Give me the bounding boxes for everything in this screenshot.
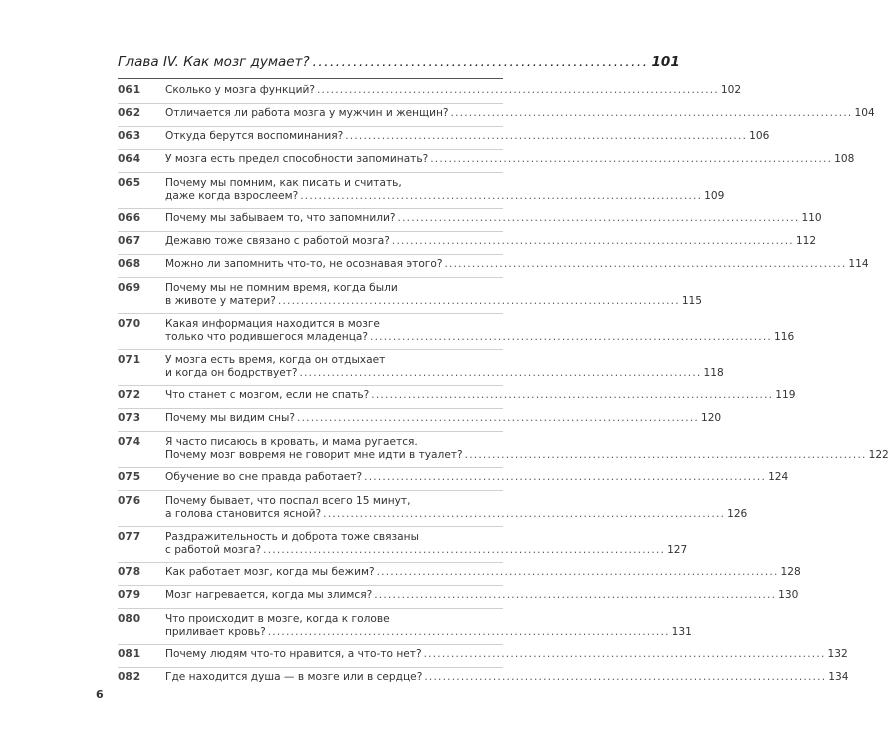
entry-number: 062 <box>118 107 141 119</box>
entry-line <box>165 130 769 143</box>
entry-title: Почему бывает, что поспал всего 15 минут, <box>165 495 411 507</box>
chapter-title: Глава IV. Как мозг думает? <box>118 54 310 70</box>
entry-body <box>165 282 702 313</box>
leader-dots: ........................................................................................ <box>423 648 826 660</box>
entry-title: Раздражительность и доброта тоже связаны <box>165 531 419 543</box>
entry-body <box>165 235 816 254</box>
entry-title: в животе у матери? <box>165 295 276 307</box>
entry-title: У мозга есть время, когда он отдыхает <box>165 354 386 366</box>
leader-dots: .......................................................... <box>312 54 649 70</box>
entry-number: 063 <box>118 130 141 142</box>
toc-entry[interactable] <box>118 563 801 586</box>
entry-number: 079 <box>118 589 141 601</box>
entry-title: Какая информация находится в мозге <box>165 318 380 330</box>
entry-number: 061 <box>118 84 141 96</box>
entry-line <box>165 531 687 544</box>
toc-entry[interactable] <box>118 173 725 209</box>
entry-body <box>165 471 788 490</box>
leader-dots: ........................................................................................ <box>300 190 703 202</box>
entry-line <box>165 389 795 402</box>
toc-entry[interactable] <box>118 350 724 386</box>
entry-number: 077 <box>118 531 141 543</box>
entry-body <box>165 531 687 562</box>
toc-entry[interactable] <box>118 127 770 150</box>
leader-dots: ........................................................................................ <box>297 412 699 424</box>
leader-dots: ........................................................................................ <box>464 449 867 461</box>
entry-body <box>165 258 869 277</box>
entry-title: а голова становится ясной? <box>165 508 322 520</box>
entry-page: 120 <box>700 412 722 424</box>
entry-title: Почему мы забываем то, что запомнили? <box>165 212 396 224</box>
toc-entry[interactable] <box>118 527 688 563</box>
entry-line <box>165 367 724 380</box>
leader-dots: ........................................................................................ <box>374 589 777 601</box>
entry-title: Почему мозг вовремя не говорит мне идти в туалет? <box>165 449 463 461</box>
entry-title: Где находится душа — в мозге или в сердце? <box>165 671 423 683</box>
leader-dots: ........................................................................................ <box>345 130 748 142</box>
leader-dots: ........................................................................................ <box>376 566 779 578</box>
entry-line <box>165 449 889 462</box>
entry-line <box>165 589 798 602</box>
leader-dots: ........................................................................................ <box>370 331 772 343</box>
toc-entry[interactable] <box>118 645 848 668</box>
toc-entry[interactable] <box>118 81 742 104</box>
entry-number: 066 <box>118 212 141 224</box>
toc-entry[interactable] <box>118 255 869 278</box>
entry-body <box>165 318 794 349</box>
leader-dots: ........................................................................................ <box>277 295 680 307</box>
entry-title: только что родившегося младенца? <box>165 331 369 343</box>
entry-page: 102 <box>720 84 742 96</box>
entry-page: 134 <box>828 671 849 683</box>
toc-entry[interactable] <box>118 104 875 127</box>
entry-page: 130 <box>778 589 799 601</box>
entry-body <box>165 130 769 149</box>
leader-dots: ........................................................................................ <box>263 544 666 556</box>
entry-number: 072 <box>118 389 141 401</box>
entry-line <box>165 177 724 190</box>
entry-page: 126 <box>727 508 748 520</box>
entry-body <box>165 589 798 608</box>
entry-line <box>165 212 822 225</box>
entry-title: Почему мы помним, как писать и считать, <box>165 177 402 189</box>
entry-body <box>165 566 801 585</box>
leader-dots: ........................................................................................ <box>299 367 702 379</box>
leader-dots: ........................................................................................ <box>424 671 827 683</box>
toc-entry[interactable] <box>118 491 748 527</box>
leader-dots: ........................................................................................ <box>364 471 767 483</box>
entry-body <box>165 212 822 231</box>
toc-entry[interactable] <box>118 278 703 314</box>
entry-line <box>165 258 869 271</box>
toc-list <box>118 81 889 690</box>
entry-page: 116 <box>773 331 795 343</box>
entry-number: 073 <box>118 412 141 424</box>
entry-line <box>165 613 692 626</box>
page-number: 6 <box>96 688 104 701</box>
entry-title: Можно ли запомнить что-то, не осознавая этого? <box>165 258 443 270</box>
entry-line <box>165 471 788 484</box>
entry-page: 115 <box>681 295 703 307</box>
entry-title: Почему мы не помним время, когда были <box>165 282 398 294</box>
leader-dots: ........................................................................................ <box>397 212 800 224</box>
entry-line <box>165 331 794 344</box>
entry-line <box>165 235 816 248</box>
entry-body <box>165 354 724 385</box>
entry-number: 067 <box>118 235 141 247</box>
entry-number: 069 <box>118 282 141 294</box>
entry-page: 127 <box>667 544 688 556</box>
entry-page: 104 <box>854 107 875 119</box>
entry-page: 118 <box>703 367 724 379</box>
entry-title: Почему людям что-то нравится, а что-то нет? <box>165 648 422 660</box>
entry-number: 075 <box>118 471 141 483</box>
leader-dots: ........................................................................................ <box>430 153 833 165</box>
entry-number: 078 <box>118 566 141 578</box>
entry-body <box>165 107 875 126</box>
entry-title: Сколько у мозга функций? <box>165 84 315 96</box>
toc-entry[interactable] <box>118 586 799 609</box>
entry-line <box>165 544 687 557</box>
entry-title: Обучение во сне правда работает? <box>165 471 363 483</box>
entry-page: 128 <box>780 566 801 578</box>
entry-line <box>165 495 747 508</box>
toc-entry[interactable] <box>118 432 889 468</box>
entry-body <box>165 671 849 690</box>
entry-body <box>165 84 741 103</box>
entry-title: даже когда взрослеем? <box>165 190 299 202</box>
entry-line <box>165 508 747 521</box>
leader-dots: ........................................................................................ <box>450 107 853 119</box>
leader-dots: ........................................................................................ <box>323 508 726 520</box>
entry-line <box>165 190 724 203</box>
entry-line <box>165 354 724 367</box>
toc-entry[interactable] <box>118 609 692 645</box>
leader-dots: ........................................................................................ <box>267 626 670 638</box>
entry-page: 122 <box>868 449 889 461</box>
entry-page: 119 <box>775 389 796 401</box>
entry-line <box>165 412 721 425</box>
chapter-page: 101 <box>651 54 680 70</box>
entry-number: 080 <box>118 613 141 625</box>
entry-body <box>165 177 724 208</box>
entry-body <box>165 613 692 644</box>
entry-page: 110 <box>801 212 822 224</box>
entry-number: 070 <box>118 318 141 330</box>
entry-title: Что станет с мозгом, если не спать? <box>165 389 370 401</box>
entry-page: 132 <box>827 648 848 660</box>
entry-line <box>165 84 741 97</box>
toc-entry[interactable] <box>118 314 795 350</box>
chapter-heading <box>118 54 680 79</box>
entry-title: Что происходит в мозге, когда к голове <box>165 613 390 625</box>
entry-number: 068 <box>118 258 141 270</box>
entry-number: 065 <box>118 177 141 189</box>
entry-title: Дежавю тоже связано с работой мозга? <box>165 235 390 247</box>
entry-line <box>165 436 889 449</box>
toc-entry[interactable] <box>118 150 855 173</box>
entry-line <box>165 295 702 308</box>
entry-number: 076 <box>118 495 141 507</box>
entry-title: Я часто писаюсь в кровать, и мама ругается. <box>165 436 418 448</box>
leader-dots: ........................................................................................ <box>391 235 794 247</box>
toc-entry[interactable] <box>118 409 722 432</box>
toc-entry[interactable] <box>118 386 796 409</box>
entry-page: 131 <box>671 626 692 638</box>
leader-dots: ........................................................................................ <box>444 258 847 270</box>
entry-title: Мозг нагревается, когда мы злимся? <box>165 589 373 601</box>
entry-page: 106 <box>749 130 770 142</box>
entry-body <box>165 648 848 667</box>
entry-line <box>165 282 702 295</box>
entry-title: Как работает мозг, когда мы бежим? <box>165 566 375 578</box>
entry-line <box>165 566 801 579</box>
entry-page: 112 <box>795 235 817 247</box>
entry-line <box>165 153 854 166</box>
entry-body <box>165 436 889 467</box>
entry-line <box>165 626 692 639</box>
entry-page: 124 <box>768 471 789 483</box>
entry-number: 074 <box>118 436 141 448</box>
entry-body <box>165 389 795 408</box>
entry-number: 064 <box>118 153 141 165</box>
entry-title: У мозга есть предел способности запоминать? <box>165 153 429 165</box>
entry-title: и когда он бодрствует? <box>165 367 298 379</box>
entry-line <box>165 107 875 120</box>
entry-number: 071 <box>118 354 141 366</box>
leader-dots: ........................................................................................ <box>371 389 774 401</box>
toc-entry[interactable] <box>118 232 817 255</box>
entry-page: 108 <box>834 153 855 165</box>
entry-body <box>165 153 854 172</box>
entry-body <box>165 412 721 431</box>
toc-entry[interactable] <box>118 668 849 690</box>
entry-page: 114 <box>848 258 869 270</box>
leader-dots: ........................................................................................ <box>316 84 719 96</box>
entry-number: 082 <box>118 671 141 683</box>
toc-entry[interactable] <box>118 209 822 232</box>
entry-line <box>165 671 849 684</box>
entry-title: приливает кровь? <box>165 626 266 638</box>
entry-title: Почему мы видим сны? <box>165 412 296 424</box>
toc-entry[interactable] <box>118 468 789 491</box>
entry-number: 081 <box>118 648 141 660</box>
entry-body <box>165 495 747 526</box>
entry-title: с работой мозга? <box>165 544 262 556</box>
entry-page: 109 <box>704 190 725 202</box>
entry-line <box>165 648 848 661</box>
entry-title: Откуда берутся воспоминания? <box>165 130 344 142</box>
entry-line <box>165 318 794 331</box>
entry-title: Отличается ли работа мозга у мужчин и женщин? <box>165 107 449 119</box>
